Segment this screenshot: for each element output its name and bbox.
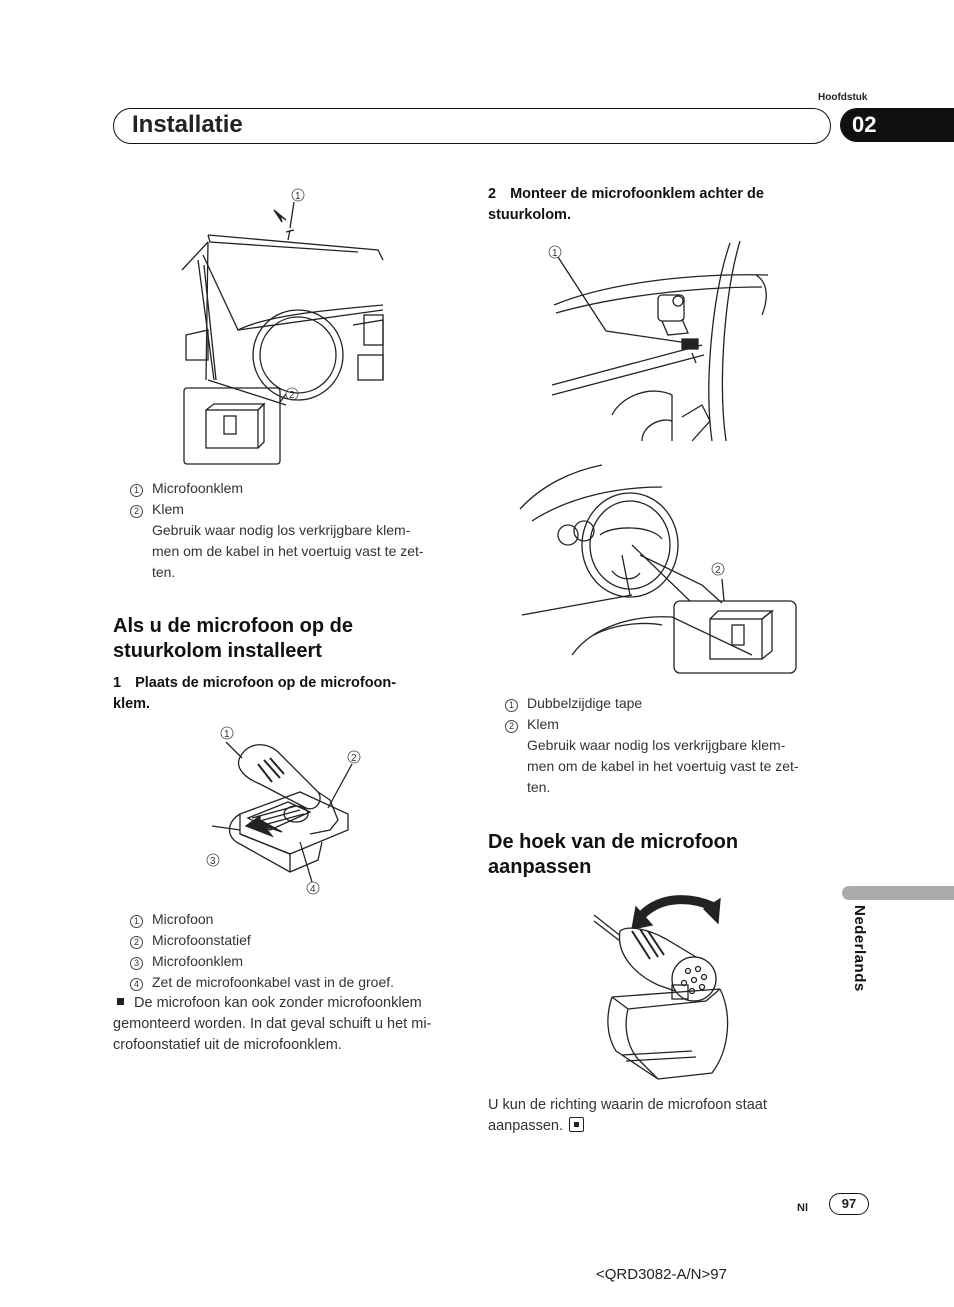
bullet-icon [117, 998, 124, 1005]
legend-item [128, 478, 458, 499]
footer-lang-code: Nl [797, 1202, 808, 1214]
callout-4: 4 [310, 884, 316, 895]
callout-1: 1 [224, 729, 230, 740]
legend-number: 1 [505, 699, 518, 712]
step-2 [488, 184, 828, 226]
end-mark-icon [569, 1117, 584, 1132]
legend-item [503, 714, 833, 735]
legend-text: Klem [527, 716, 559, 732]
legend-note-line: Gebruik waar nodig los verkrijgbare klem- [527, 737, 786, 753]
body-line: aanpassen. [488, 1118, 563, 1134]
legend-item [128, 930, 458, 951]
note-mic-without-clip [113, 993, 463, 1056]
step-1 [113, 673, 453, 715]
legend-text: Microfoon [152, 911, 214, 927]
legend-steering [503, 693, 833, 798]
step-number: 1 [113, 675, 122, 691]
legend-number: 1 [130, 915, 143, 928]
step-text: Plaats de microfoon op de microfoon- [135, 675, 397, 691]
heading-line: Als u de microfoon op de [113, 615, 354, 637]
legend-number: 3 [130, 957, 143, 970]
body-angle [488, 1095, 838, 1137]
legend-mic-clip [128, 909, 458, 993]
step-number: 2 [488, 186, 497, 202]
windshield-clip-illustration [178, 180, 390, 470]
callout-1: 1 [552, 248, 558, 259]
legend-note-line: ten. [152, 564, 176, 580]
section-heading-steering [113, 614, 353, 664]
page-title-box [113, 108, 831, 144]
legend-number: 2 [505, 720, 518, 733]
figure-mic-on-clip [200, 722, 370, 900]
chapter-label: Hoofdstuk [818, 92, 868, 103]
legend-note-line: men om de kabel in het voertuig vast te zet- [152, 543, 424, 559]
legend-note-line: men om de kabel in het voertuig vast te zet- [527, 758, 799, 774]
legend-text: Microfoonklem [152, 953, 244, 969]
page-number: 97 [829, 1193, 869, 1215]
note-line: gemonteerd worden. In dat geval schuift u het mi- [113, 1016, 432, 1032]
legend-note [503, 735, 833, 798]
legend-item [503, 693, 833, 714]
heading-line: aanpassen [488, 856, 592, 878]
legend-note-line: ten. [527, 779, 551, 795]
legend-number: 4 [130, 978, 143, 991]
mic-clip-illustration [200, 722, 370, 900]
legend-number: 2 [130, 936, 143, 949]
document-code: <QRD3082-A/N>97 [596, 1266, 727, 1283]
section-heading-angle [488, 830, 738, 880]
legend-note-line: Gebruik waar nodig los verkrijgbare klem- [152, 522, 411, 538]
legend-number: 1 [130, 484, 143, 497]
step-text: klem. [113, 696, 151, 712]
heading-line: De hoek van de microfoon [488, 831, 739, 853]
steering-column-illustration [512, 235, 802, 677]
legend-text: Microfoonklem [152, 480, 244, 496]
note-line: crofoonstatief uit de microfoonklem. [113, 1037, 342, 1053]
legend-number: 2 [130, 505, 143, 518]
callout-1: 1 [295, 191, 301, 202]
legend-item [128, 909, 458, 930]
legend-item [128, 972, 458, 993]
figure-steering-column [512, 235, 802, 677]
language-tab [842, 886, 954, 900]
legend-item [128, 951, 458, 972]
mic-angle-illustration [592, 885, 737, 1085]
callout-3: 3 [210, 856, 216, 867]
language-label: Nederlands [851, 905, 868, 992]
step-text: stuurkolom. [488, 207, 571, 223]
legend-note [128, 520, 458, 583]
heading-line: stuurkolom installeert [113, 640, 322, 662]
chapter-number-badge: 02 [840, 108, 954, 142]
figure-mic-angle [592, 885, 737, 1085]
legend-text: Dubbelzijdige tape [527, 695, 643, 711]
callout-2: 2 [715, 565, 721, 576]
callout-2: 2 [351, 753, 357, 764]
step-text: Monteer de microfoonklem achter de [510, 186, 764, 202]
note-line: De microfoon kan ook zonder microfoonklem [134, 995, 422, 1011]
figure-windshield-clip [178, 180, 390, 470]
legend-item [128, 499, 458, 520]
callout-2: 2 [289, 390, 295, 401]
legend-text: Zet de microfoonkabel vast in de groef. [152, 974, 395, 990]
body-line: U kun de richting waarin de microfoon staat [488, 1097, 767, 1113]
legend-text: Microfoonstatief [152, 932, 251, 948]
legend-windshield [128, 478, 458, 583]
legend-text: Klem [152, 501, 184, 517]
page-title: Installatie [132, 111, 243, 138]
